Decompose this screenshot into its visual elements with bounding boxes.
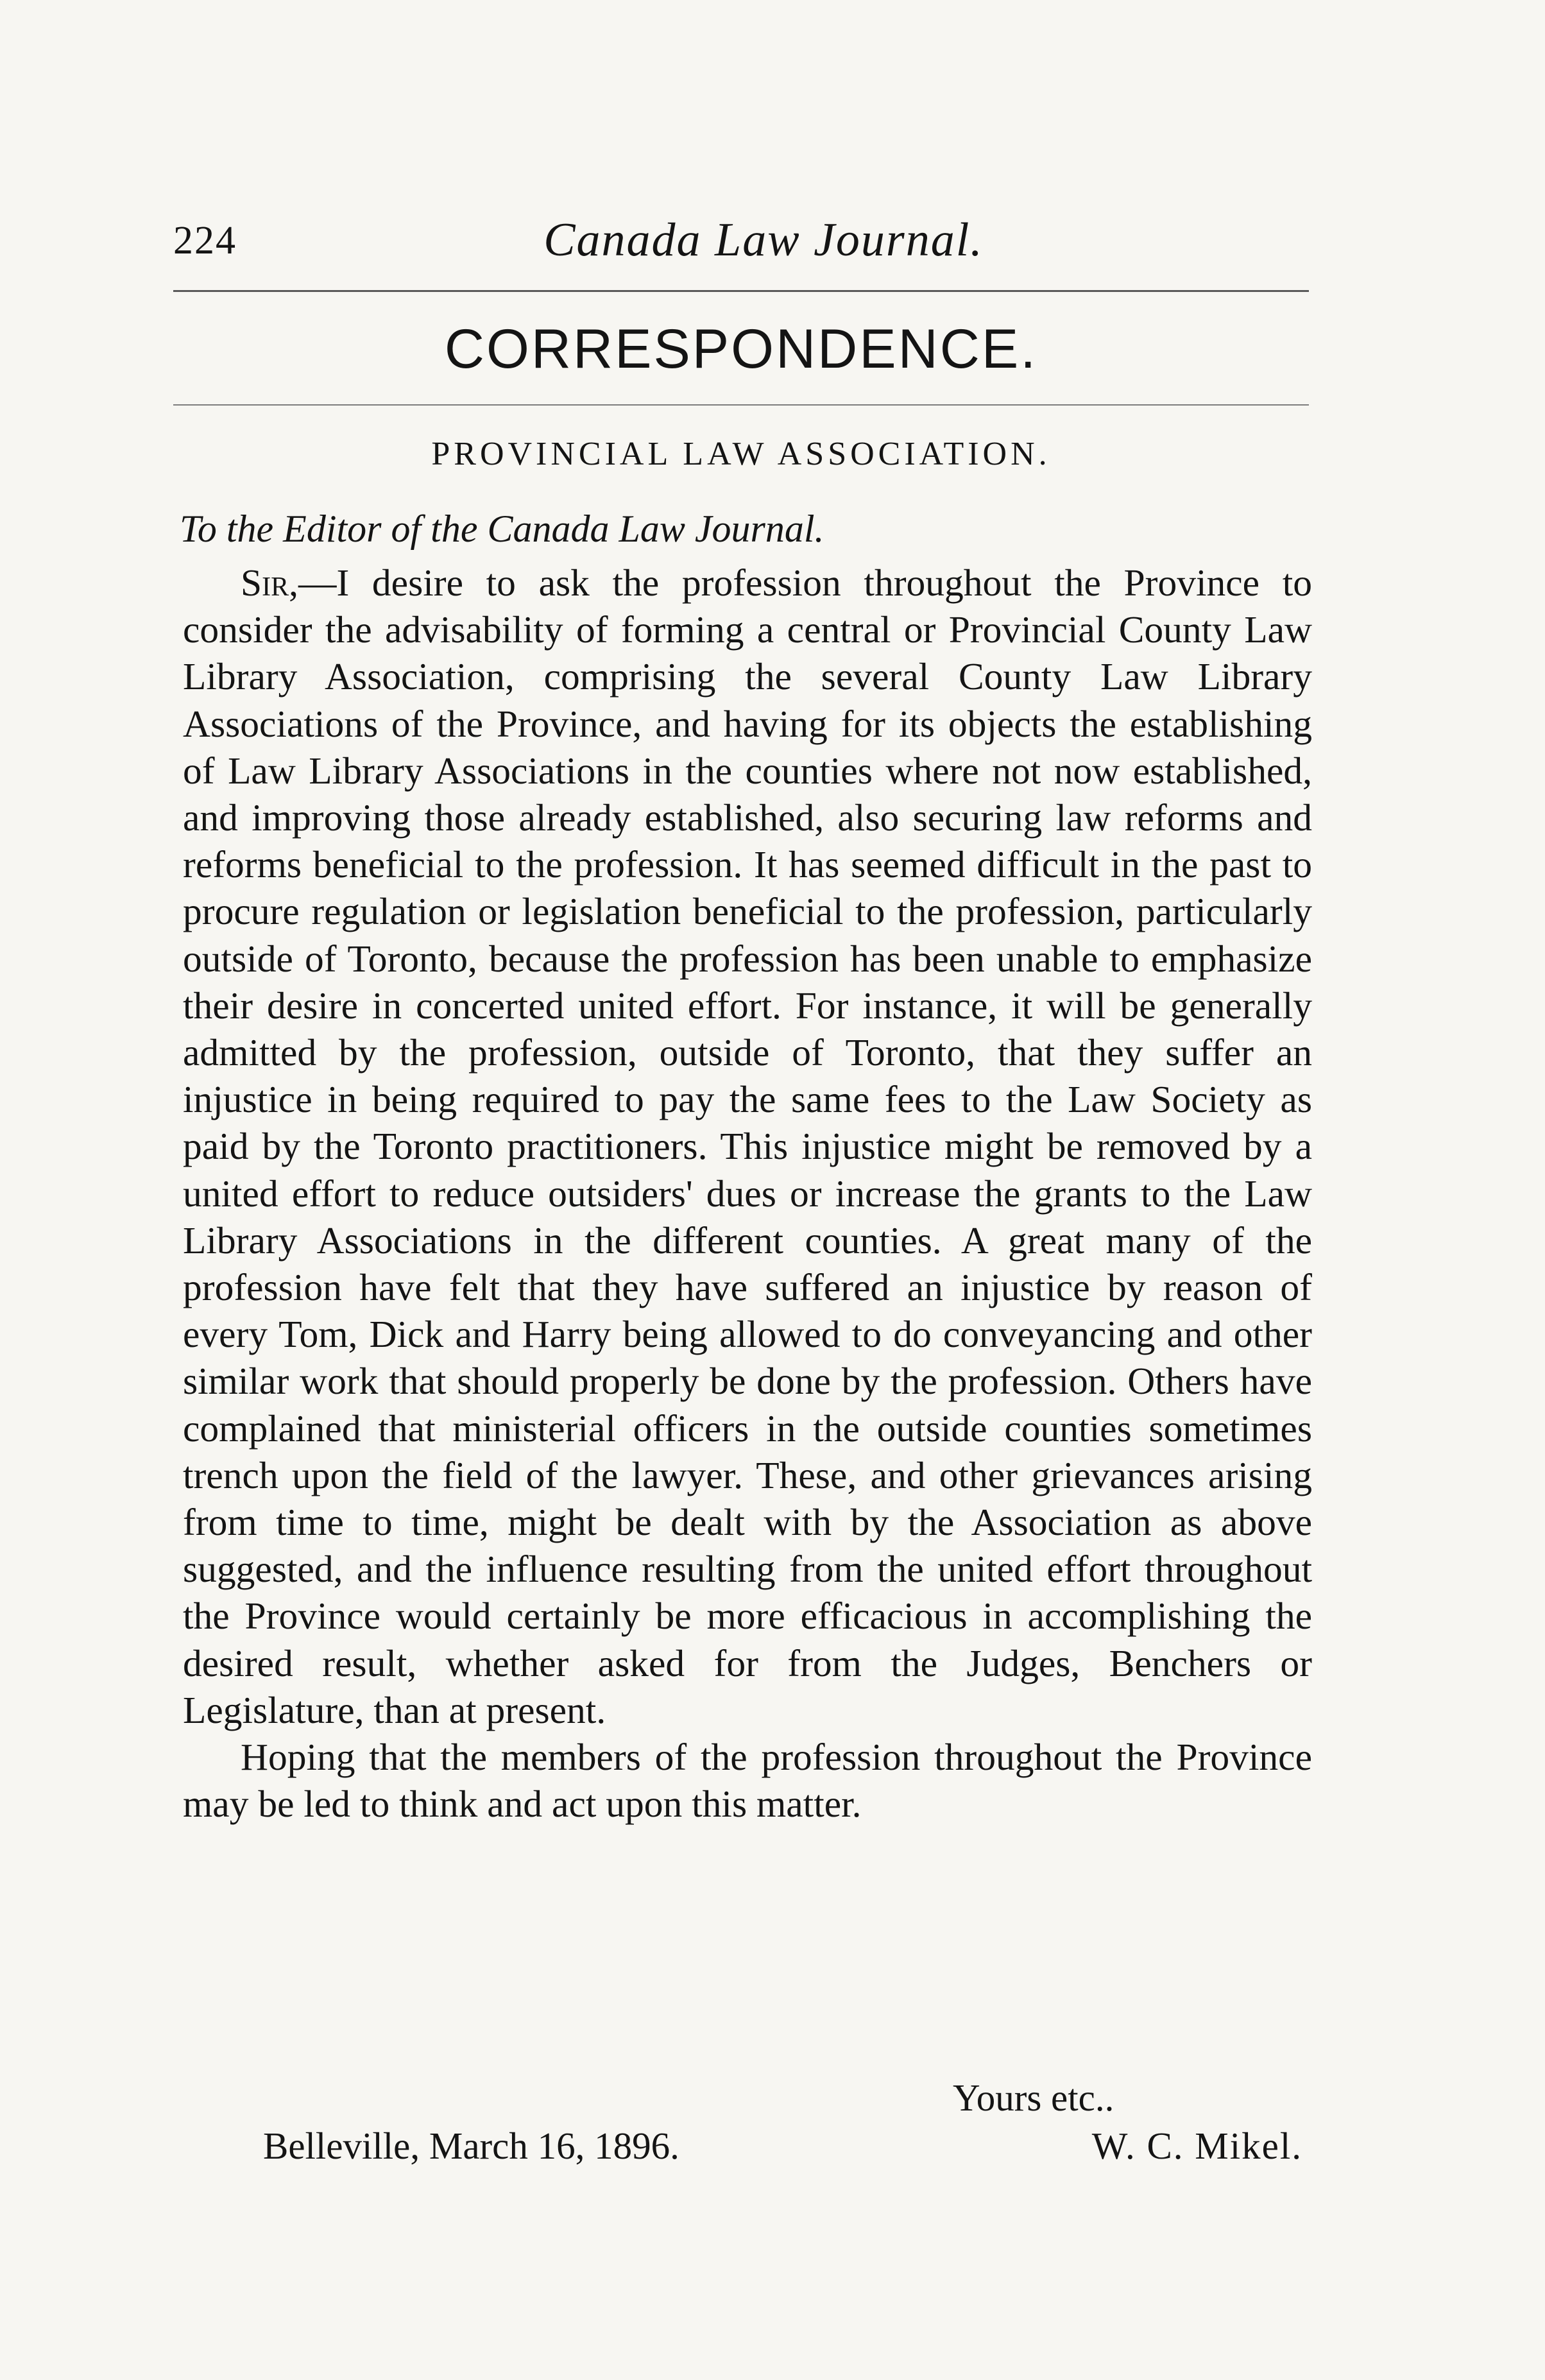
paragraph-2: Hoping that the members of the profession throughout the Province may be led to think and act upon this matter. [183,1736,1312,1826]
opening-word: Sir, [241,561,298,604]
article-title: PROVINCIAL LAW ASSOCIATION. [431,436,1051,472]
section-rule [173,404,1309,406]
salutation: To the Editor of the Canada Law Journal. [180,508,824,550]
paragraph-1-text: —I desire to ask the profession throughout the Province to consider the advisability of forming a central or Provincial County Law Library Association, comprising the several County Law Library Associations of the Province, and having for its objects the establishing of Law Library Associations in the counties where not now established, and improving those already established, also securing law reforms and reforms beneficial to the profession. It has seemed difficult in the past to procure regulation or legislation beneficial to the profession, particularly outside of Toronto, because the profession has been unable to emphasize their desire in concerted united effort. For instance, it will be generally admitted by the profession, outside of Toronto, that they suffer an injustice in being required to pay the same fees to the Law Society as paid by the Toronto practitioners. This injustice might be removed by a united effort to reduce outsiders' dues or increase the grants to the Law Library Associations in the different counties. A great many of the profession have felt that they have suffered an injustice by reason of every Tom, Dick and Harry being allowed to do conveyancing and other similar work that should properly be done by the profession. Others have complained that ministerial officers in the outside counties sometimes trench upon the field of the lawyer. These, and other grievances arising from time to time, might be dealt with by the Association as above suggested, and the influence resulting from the united effort throughout the Province would certainly be more efficacious in accomplishing the desired result, whether asked for from the Judges, Benchers or Legislature, than at present. [183,561,1312,1731]
section-title: CORRESPONDENCE. [444,318,1038,380]
running-title: Canada Law Journal. [543,214,984,266]
page-number: 224 [173,219,237,262]
paragraph-1 [183,560,1312,1734]
signature: W. C. Mikel. [1091,2125,1302,2167]
place-date: Belleville, March 16, 1896. [263,2125,679,2167]
header-rule [173,290,1309,292]
signoff-row [263,2124,1302,2175]
valediction: Yours etc.. [953,2076,1114,2119]
letter-body [183,560,1312,1828]
page-header [173,199,1315,270]
